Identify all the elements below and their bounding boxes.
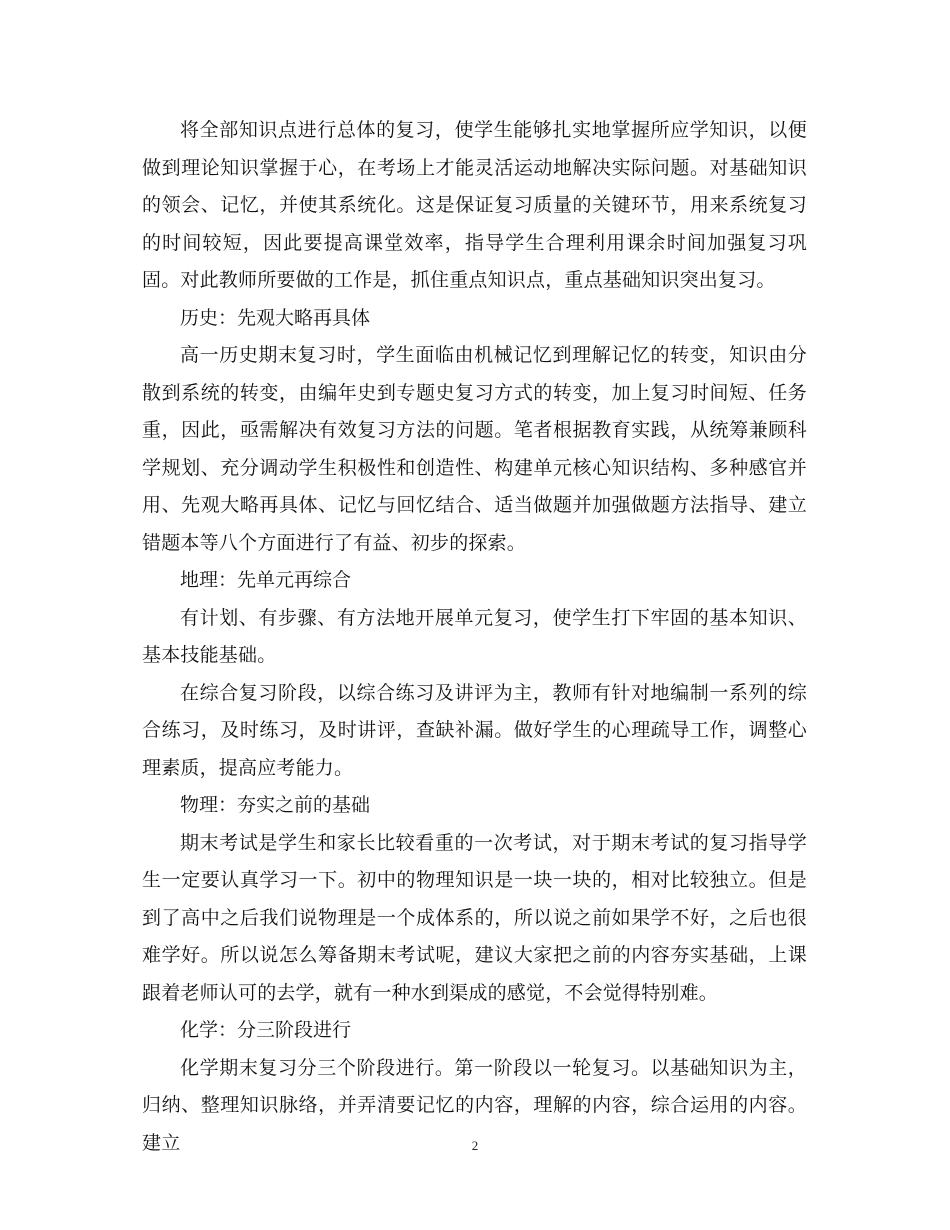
paragraph-geography-unit: 有计划、有步骤、有方法地开展单元复习，使学生打下牢固的基本知识、 基本技能基础。 [142,606,807,666]
heading-history: 历史：先观大略再具体 [180,306,371,329]
page-number: 2 [471,1138,479,1153]
heading-physics: 物理：夯实之前的基础 [180,794,371,816]
document-body [142,112,807,1162]
paragraph-chemistry: 化学期末复习分三个阶段进行。第一阶段以一轮复习。以基础知识为主，归纳、整理知识脉络，并弄清要记忆的内容，理解的内容，综合运用的内容。建立 [142,1056,807,1154]
paragraph-history: 高一历史期末复习时，学生面临由机械记忆到理解记忆的转变，知识由分散到系统的转变，由编年史到专题史复习方式的转变，加上复习时间短、任务重，因此，亟需解决有效复习方法的问题。笔者根据教育实践，从统筹兼顾科学规划、充分调动学生积极性和创造性、构建单元核心知识结构、多种感官并用、先观大略再具体、记忆与回忆结合、适当做题并加强做题方法指导、建立错题本等八个方面进行了有益、初步的探索。 [142,344,807,554]
paragraph-geography-comprehensive: 在综合复习阶段，以综合练习及讲评为主，教师有针对地编制一系列的综合练习，及时练习，及时讲评，查缺补漏。做好学生的心理疏导工作，调整心理素质，提高应考能力。 [142,681,807,779]
paragraph-physics: 期末考试是学生和家长比较看重的一次考试，对于期末考试的复习指导学生一定要认真学习一下。初中的物理知识是一块一块的，相对比较独立。但是到了高中之后我们说物理是一个成体系的，所以说之前如果学不好，之后也很难学好。所以说怎么筹备期末考试呢，建议大家把之前的内容夯实基础，上课跟着老师认可的去学，就有一种水到渠成的感觉，不会觉得特别难。 [142,831,807,1004]
heading-geography: 地理：先单元再综合 [180,569,352,591]
heading-chemistry: 化学：分三阶段进行 [180,1019,352,1041]
paragraph-review-overview: 将全部知识点进行总体的复习，使学生能够扎实地掌握所应学知识，以便做到理论知识掌握于心，在考场上才能灵活运动地解决实际问题。对基础知识的领会、记忆，并使其系统化。这是保证复习质量的关键环节，用来系统复习的时间较短，因此要提高课堂效率，指导学生合理利用课余时间加强复习巩固。对此教师所要做的工作是，抓住重点知识点，重点基础知识突出复习。 [142,119,807,291]
